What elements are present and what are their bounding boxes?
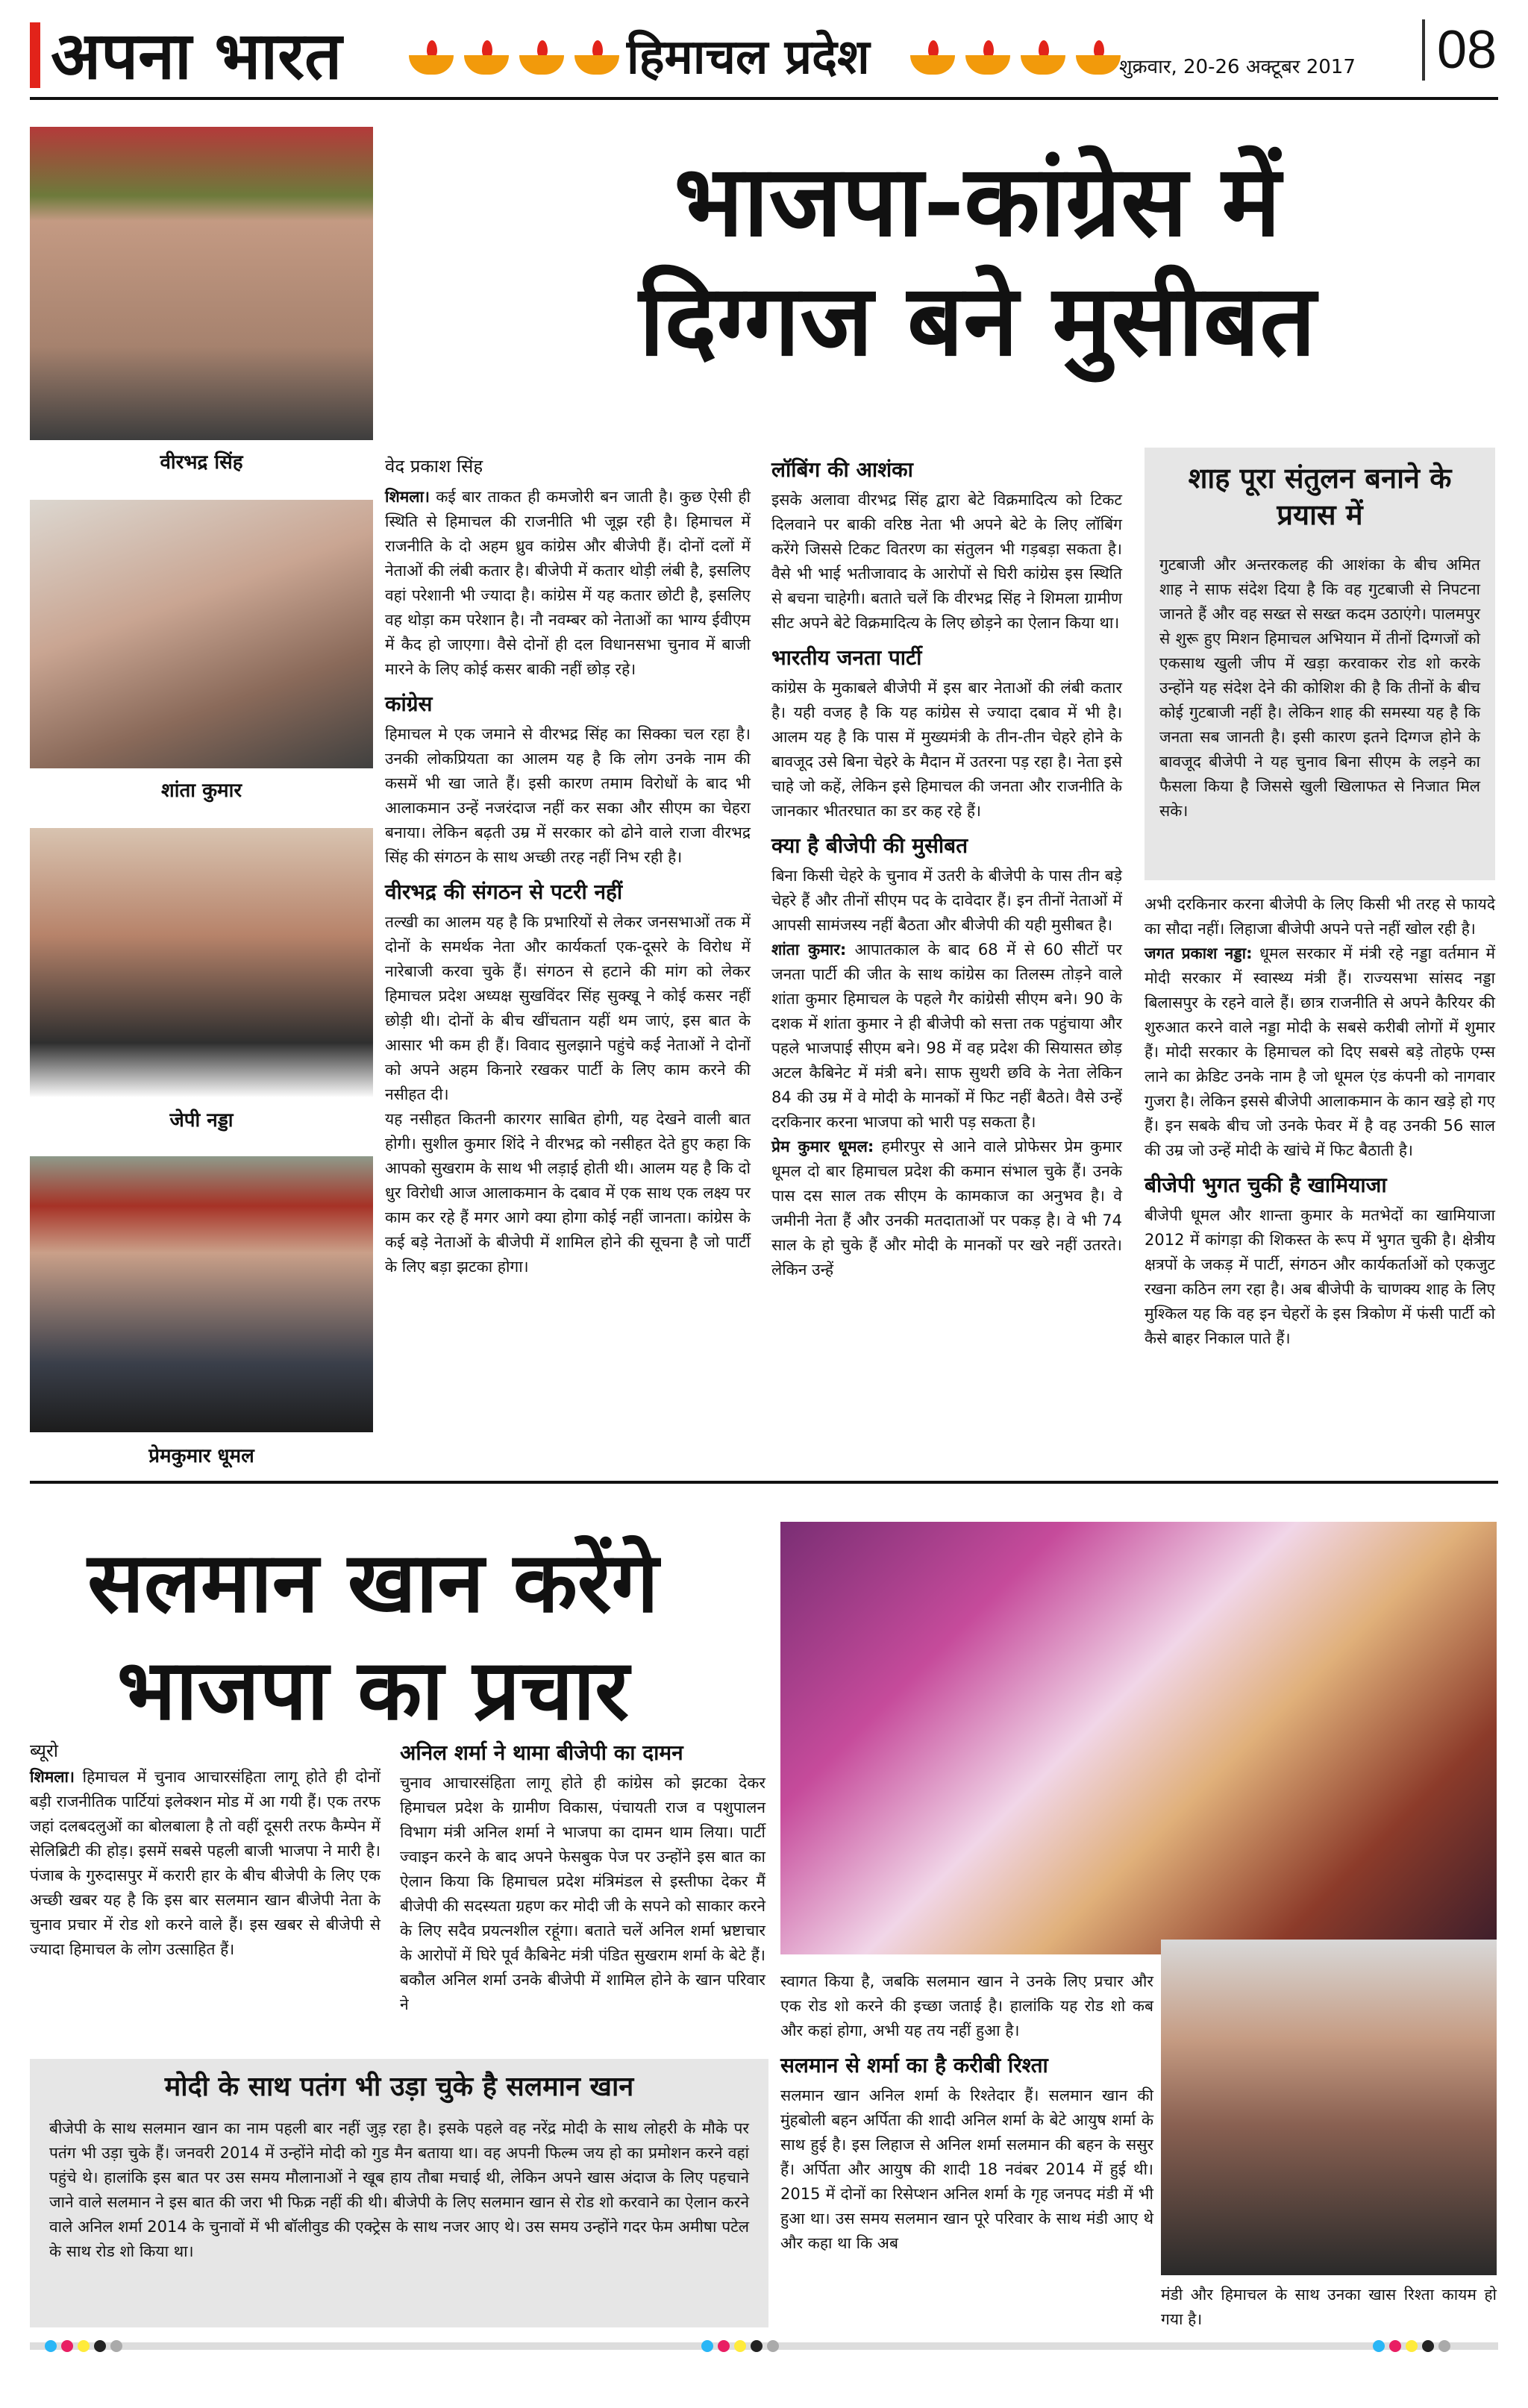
photo-premkumar-dhumal [30,1156,373,1432]
registration-dot [767,2340,779,2352]
registration-dots [1373,2340,1450,2352]
article1-column-3 [1145,892,1495,1351]
subheading: कांग्रेस [385,692,433,716]
article-paragraph [771,1135,1122,1282]
registration-dot [94,2340,106,2352]
dateline: शिमला। [385,488,430,506]
article2-byline: ब्यूरो [30,1740,58,1761]
photo-caption: शांता कुमार [161,780,242,802]
diya-icon [464,46,509,75]
article-paragraph: हिमाचल मे एक जमाने से वीरभद्र सिंह का सिक्का चल रहा है। उनकी लोकप्रियता का आलम यह है कि लोग उनके नाम की कसमें भी खा जाते हैं। इसी कारण तमाम विरोधों के बाद भी आलाकमान उन्हें नजरंदाज नहीं कर सका और सीएम का चेहरा बनाया। लेकिन बढ़ती उम्र में सरकार को ढोने वाले राजा वीरभद्र सिंह की संगठन के साथ अच्छी तरह नहीं निभ रही है। [385,725,751,866]
box-text: गुटबाजी और अन्तरकलह की आशंका के बीच अमित शाह ने साफ संदेश दिया है कि वह गुटबाजी से निपटना जानते हैं और वह सख्त से सख्त कदम उठाएंगे। पालमपुर से शुरू हुए मिशन हिमाचल अभियान में तीनों दिग्गजों को एकसाथ खुली जीप में खड़ा करवाकर रोड शो करके उन्होंने यह संदेश देने की कोशिश की है कि तीनों के बीच कोई गुटबाजी नहीं है। लेकिन शाह की समस्या यह है कि जनता सब जानती है। इसी कारण इतने दिग्गज होने के बावजूद बीजेपी ने यह चुनाव बिना सीएम के लड़ने का फैसला किया है जिससे खुली खिलाफत से निजात मिल सके। [1159,555,1480,820]
diya-icon [574,46,619,75]
registration-dot [718,2340,730,2352]
article1-byline: वेद प्रकाश सिंह [385,456,483,477]
masthead-rule [30,97,1498,100]
article-paragraph: यह नसीहत कितनी कारगर साबित होगी, यह देखने वाली बात होगी। सुशील कुमार शिंदे ने वीरभद्र को नसीहत देते हुए कहा कि आपको सुखराम के साथ भी लड़ाई होती थी। आलम यह है कि दो धुर विरोधी आज आलाकमान के दबाव में एक साथ एक लक्ष्य पर काम कर रहे हैं मगर आगे क्या होगा कोई नहीं जानता। कांग्रेस के कई बड़े नेताओं के बीजेपी में शामिल होने की सूचना है जो पार्टी के लिए बड़ा झटका होगा। [385,1110,751,1276]
photo-salman-khan [1161,1940,1497,2275]
section-divider [30,1481,1498,1484]
article-paragraph: बीजेपी धूमल और शान्ता कुमार के मतभेदों का खामियाजा 2012 में कांगड़ा की शिकस्त के रूप में भुगत चुकी है। क्षेत्रीय क्षत्रपों के जकड़ में पार्टी, संगठन और कार्यकर्ताओं को एकजुट रखना कठिन लग रहा है। अब बीजेपी के चाणक्य शाह के लिए मुश्किल यह कि वह इन चेहरों के इस त्रिकोण में फंसी पार्टी को कैसे बाहर निकाल पाते हैं। [1145,1206,1495,1347]
paragraph-text: आपातकाल के बाद 68 में से 60 सीटों पर जनता पार्टी की जीत के साथ कांग्रेस का तिलस्म तोड़ने वाले शांता कुमार हिमाचल के पहले गैर कांग्रेसी सीएम बने। 90 के दशक में शांता कुमार ने ही बीजेपी को सत्ता तक पहुंचाया और पहले भाजपाई सीएम बने। 98 में वह प्रदेश की सियासत छोड़ अटल कैबिनेट में मंत्री बने। साफ सुथरी छवि के नेता लेकिन 84 की उम्र में वे मोदी के मानकों में फिट नहीं बैठते। वैसे उन्हें दरकिनार करना भाजपा को भारी पड़ सकता है। [771,941,1122,1131]
registration-dot [751,2340,763,2352]
registration-dots [701,2340,779,2352]
sidebar-box-shah [1145,448,1495,880]
registration-dot [78,2340,90,2352]
dateline: शिमला। [30,1768,75,1786]
subheading: लॉबिंग की आशंका [771,457,913,482]
article-paragraph: इसके अलावा वीरभद्र सिंह द्वारा बेटे विक्रमादित्य को टिकट दिलवाने पर बाकी वरिष्ठ नेता भी अपने बेटे के लिए लॉबिंग करेंगे जिससे टिकट वितरण का संतुलन भी गड़बड़ा सकता है। वैसे भी भाई भतीजावाद के आरोपों से घिरी कांग्रेस इस स्थिति से बचना चाहेगी। बताते चलें कि वीरभद्र सिंह ने शिमला ग्रामीण सीट अपने बेटे विक्रमादित्य के लिए छोड़ने का ऐलान किया था। [771,491,1122,632]
registration-dots [45,2340,122,2352]
article1-column-2 [771,448,1122,1282]
diya-icon [910,46,955,75]
page-number: 08 [1422,19,1497,81]
photo-shanta-kumar [30,500,373,768]
registration-dot [1406,2340,1418,2352]
article1-headline [463,142,1492,380]
headline-line: भाजपा का प्रचार [116,1641,630,1739]
diya-icon [519,46,564,75]
article-paragraph: स्वागत किया है, जबकि सलमान खान ने उनके लिए प्रचार और एक रोड शो करने की इच्छा जताई है। हालांकि यह रोड शो कब और कहां होगा, अभी यह तय नहीं हुआ है। [780,1972,1153,2039]
paragraph-text: हमीरपुर से आने वाले प्रोफेसर प्रेम कुमार धूमल दो बार हिमाचल प्रदेश की कमान संभाल चुके हैं। उनके पास दस साल तक सीएम के कामकाज का अनुभव है। वे जमीनी नेता हैं और उनकी मतदाताओं पर पकड़ है। वे भी 74 साल के हो चुके हैं और मोदी के मानकों पर खरे नहीं उतरते। लेकिन उन्हें [771,1138,1122,1279]
registration-dot [734,2340,746,2352]
registration-dot [1438,2340,1450,2352]
article1-column-1 [385,485,751,1279]
diya-lamps-left [409,46,619,75]
paragraph-text: हिमाचल में चुनाव आचारसंहिता लागू होते ही दोनों बड़ी राजनीतिक पार्टियां इलेक्शन मोड में आ गयी हैं। एक तरफ जहां दलबदलुओं का बोलबाला है तो वहीं दूसरी तरफ कैम्पेन में सेलिब्रिटी की होड़। इसमें सबसे पहली बाजी भाजपा ने मारी है। पंजाब के गुरुदासपुर में करारी हार के बीच बीजेपी के लिए एक अच्छी खबर यह है कि इस बार सलमान खान बीजेपी नेता के चुनाव प्रचार में रोड शो करने वाले हैं। इस खबर से बीजेपी से ज्यादा हिमाचल के लोग उत्साहित हैं। [30,1768,381,1958]
registration-dot [61,2340,73,2352]
photo-caption: प्रेमकुमार धूमल [148,1445,254,1467]
issue-date: शुक्रवार, 20-26 अक्टूबर 2017 [1119,56,1356,78]
article2-column-1 [30,1765,381,1962]
article-paragraph: बिना किसी चेहरे के चुनाव में उतरी के बीजेपी के पास तीन बड़े चेहरे हैं और तीनों सीएम पद के दावेदार हैं। इन तीनों नेताओं में आपसी सामंजस्य नहीं बैठता और बीजेपी की यही मुसीबत है। [771,867,1122,934]
registration-dot [701,2340,713,2352]
photo-caption: वीरभद्र सिंह [160,451,243,474]
diya-icon [965,46,1010,75]
subheading: सलमान से शर्मा का है करीबी रिश्ता [780,2053,1048,2078]
subheading: भारतीय जनता पार्टी [771,645,922,670]
lead-in: प्रेम कुमार धूमल: [771,1138,874,1156]
paragraph-text: धूमल सरकार में मंत्री रहे नड्डा वर्तमान में मोदी सरकार में स्वास्थ्य मंत्री हैं। राज्यसभा सांसद नड्डा बिलासपुर के रहने वाले हैं। छात्र राजनीति से अपने कैरियर की शुरुआत करने वाले नड्डा मोदी के सबसे करीबी लोगों में शुमार हैं। मोदी सरकार के हिमाचल को दिए सबसे बड़े तोहफे एम्स लाने का क्रेडिट उनके नाम है जो धूमल एंड कंपनी को नागवार गुजरा है। लेकिन इससे बीजेपी आलाकमान के कान खड़े हो गए हैं। इन सबके बीच जो उनके फेवर में है वह उनकी 56 साल की उम्र जो उन्हें मोदी के खांचे में फिट बैठाती है। [1145,944,1495,1159]
article-paragraph: कांग्रेस के मुकाबले बीजेपी में इस बार नेताओं की लंबी कतार है। यही वजह है कि यह कांग्रेस से ज्यादा दबाव में भी है। आलम यह है कि पास में मुख्यमंत्री के तीन-तीन चेहरे होने के बावजूद उसे बिना चेहरे के मैदान में उतरना पड़ रहा है। नेता इसे चाहे जो कहें, लेकिन इसे हिमाचल की जनता और राजनीति के जानकार भीतरघात का डर कह रहे हैं। [771,679,1122,820]
article2-column-3 [780,1969,1153,2256]
article-paragraph: सलमान खान अनिल शर्मा के रिश्तेदार हैं। सलमान खान की मुंहबोली बहन अर्पिता की शादी अनिल शर्मा के बेटे आयुष शर्मा के साथ हुई है। इस लिहाज से अनिल शर्मा सलमान की बहन के ससुर हैं। अर्पिता और आयुष की शादी 18 नवंबर 2014 में हुई थी। 2015 में दोनों का रिसेप्शन अनिल शर्मा के गृह जनपद मंडी में भी हुआ था। उस समय सलमान खान पूरे परिवार के साथ मंडी आए थे और कहा था कि अब [780,2086,1153,2252]
subheading: क्या है बीजेपी की मुसीबत [771,833,968,858]
article-paragraph: चुनाव आचारसंहिता लागू होते ही कांग्रेस को झटका देकर हिमाचल प्रदेश के ग्रामीण विकास, पंचायती राज व पशुपालन विभाग मंत्री अनिल शर्मा ने भाजपा का दामन थाम लिया। पार्टी ज्वाइन करने के बाद अपने फेसबुक पेज पर उन्होंने इस बात का ऐलान किया कि हिमाचल प्रदेश मंत्रिमंडल से इस्तीफा देकर मैं बीजेपी की सदस्यता ग्रहण कर मोदी जी के सपने को साकार करने के लिए सदैव प्रयत्नशील रहूंगा। बताते चलें अनिल शर्मा भ्रष्टाचार के आरोपों में घिरे पूर्व कैबिनेट मंत्री पंडित सुखराम शर्मा के बेटे हैं। बकौल अनिल शर्मा उनके बीजेपी में शामिल होने के खान परिवार ने [400,1774,765,2013]
registration-dot [110,2340,122,2352]
photo-jp-nadda [30,828,373,1097]
subheading: बीजेपी भुगत चुकी है खामियाजा [1145,1173,1387,1197]
subheading: अनिल शर्मा ने थामा बीजेपी का दामन [400,1740,683,1765]
article-paragraph [771,938,1122,1135]
photo-caption: जेपी नड्डा [169,1109,234,1132]
article-paragraph: अभी दरकिनार करना बीजेपी के लिए किसी भी तरह से फायदे का सौदा नहीं। लिहाजा बीजेपी अपने पत्ते नहीं खोल रही है। [1145,895,1495,938]
article2-column-2 [400,1731,765,2017]
diya-lamps-right [910,46,1121,75]
diya-icon [1021,46,1065,75]
subheading: वीरभद्र की संगठन से पटरी नहीं [385,880,623,904]
article2-headline [30,1529,716,1744]
lead-in: शांता कुमार: [771,941,847,959]
photo-virbhadra-singh [30,127,373,440]
headline-line: दिग्गज बने मुसीबत [639,263,1316,378]
box-text: बीजेपी के साथ सलमान खान का नाम पहली बार नहीं जुड़ रहा है। इसके पहले वह नरेंद्र मोदी के साथ लोहरी के मौके पर पतंग भी उड़ा चुके हैं। जनवरी 2014 में उन्होंने मोदी को गुड मैन बताया था। वह अपनी फिल्म जय हो का प्रमोशन करने वहां पहुंचे थे। हालांकि इस बात पर उस समय मौलानाओं ने खूब हाय तौबा मचाई थी, लेकिन अपने खास अंदाज के लिए पहचाने जाने वाले सलमान ने इस बात की जरा भी फिक्र नहीं की थी। बीजेपी के लिए सलमान खान से रोड शो करवाने का ऐलान करने वाले अनिल शर्मा 2014 के चुनावों में भी बॉलीवुड की एक्ट्रेस के साथ नजर आए थे। उस समय उन्होंने गदर फेम अमीषा पटेल के साथ रोड शो किया था। [49,2119,749,2260]
box-title: शाह पूरा संतुलन बनाने के प्रयास में [1188,461,1452,532]
registration-dot [1422,2340,1434,2352]
registration-dot [1389,2340,1401,2352]
section-title: हिमाचल प्रदेश [627,29,870,85]
diya-icon [409,46,454,75]
article-paragraph [1145,941,1495,1163]
photo-wedding-ceremony [780,1522,1497,1954]
lead-in: जगत प्रकाश नड्डा: [1145,944,1253,962]
article-paragraph [30,1765,381,1962]
headline-line: भाजपा-कांग्रेस में [674,143,1281,259]
sidebar-box-modi-kite [30,2059,768,2327]
paragraph-text: कई बार ताकत ही कमजोरी बन जाती है। कुछ ऐसी ही स्थिति से हिमाचल की राजनीति भी जूझ रही है। हिमाचल में राजनीति के दो अहम ध्रुव कांग्रेस और बीजेपी हैं। दोनों दलों में नेताओं की लंबी कतार है। बीजेपी में कतार थोड़ी लंबी है, इसलिए वहां परेशानी भी ज्यादा है। कांग्रेस में यह कतार छोटी है, इसलिए वह थोड़ा कम परेशान है। नौ नवम्बर को नेताओं का भाग्य ईवीएम में कैद हो जाएगा। वैसे दोनों ही दल विधानसभा चुनाव में बाजी मारने के लिए कोई कसर बाकी नहीं छोड़ रहे। [385,488,751,678]
box-title: मोदी के साथ पतंग भी उड़ा चुके है सलमान खान [164,2071,634,2102]
registration-dot [1373,2340,1385,2352]
headline-line: सलमान खान करेंगे [87,1534,659,1631]
article-paragraph: तल्खी का आलम यह है कि प्रभारियों से लेकर जनसभाओं तक में दोनों के समर्थक नेता और कार्यकर्ता एक-दूसरे के विरोध में नारेबाजी करवा चुके हैं। संगठन से हटाने की मांग को लेकर हिमाचल प्रदेश अध्यक्ष सुखविंदर सिंह सुक्खू ने कोई कसर नहीं छोड़ी थी। दोनों के बीच खींचतान यहीं थम जाएं, इस बात के आसार भी कम ही हैं। विवाद सुलझाने पहुंचे कई नेताओं ने दोनों को अपने अहम किनारे रखकर पार्टी के लिए काम करने की नसीहत दी। [385,913,751,1103]
masthead-logo: अपना भारत [30,22,342,88]
article-paragraph [385,485,751,682]
article-paragraph: मंडी और हिमाचल के साथ उनका खास रिश्ता कायम हो गया है। [1161,2286,1497,2328]
diya-icon [1076,46,1121,75]
registration-dot [45,2340,57,2352]
